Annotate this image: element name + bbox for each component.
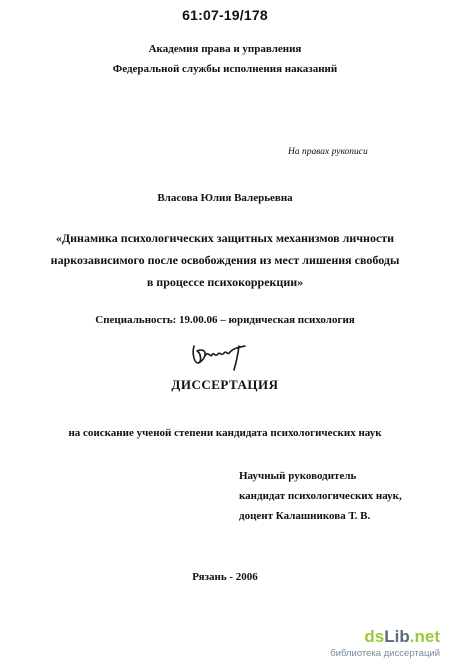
watermark-subtitle: библиотека диссертаций [330, 648, 440, 659]
specialty-line: Специальность: 19.00.06 – юридическая психология [95, 314, 355, 326]
supervisor-label: Научный руководитель [239, 470, 357, 482]
thesis-title-line-2: наркозависимого после освобождения из мест лишения свободы [50, 253, 400, 267]
institution-line-2: Федеральной службы исполнения наказаний [112, 63, 338, 75]
thesis-title-line-1: «Динамика психологических защитных механизмов личности [55, 231, 395, 245]
institution-line-1: Академия права и управления [148, 43, 302, 55]
logo-part-lib: Lib [384, 627, 410, 646]
dslib-watermark [328, 627, 440, 663]
thesis-title-line-3: в процессе психокоррекции» [146, 275, 304, 289]
document-type-heading: ДИССЕРТАЦИЯ [171, 377, 279, 392]
logo-part-ds: ds [364, 627, 385, 646]
supervisor-degree: кандидат психологических наук, [239, 490, 402, 502]
rights-note: На правах рукописи [288, 147, 368, 157]
supervisor-name: доцент Калашникова Т. В. [239, 510, 371, 522]
place-and-year: Рязань - 2006 [192, 571, 258, 583]
dslib-logo [364, 627, 440, 647]
catalog-code: 61:07-19/178 [182, 7, 268, 23]
author-name: Власова Юлия Валерьевна [157, 192, 293, 204]
degree-line: на соискание ученой степени кандидата психологических наук [68, 427, 382, 439]
handwritten-signature [187, 336, 251, 372]
logo-part-net: .net [409, 627, 440, 646]
